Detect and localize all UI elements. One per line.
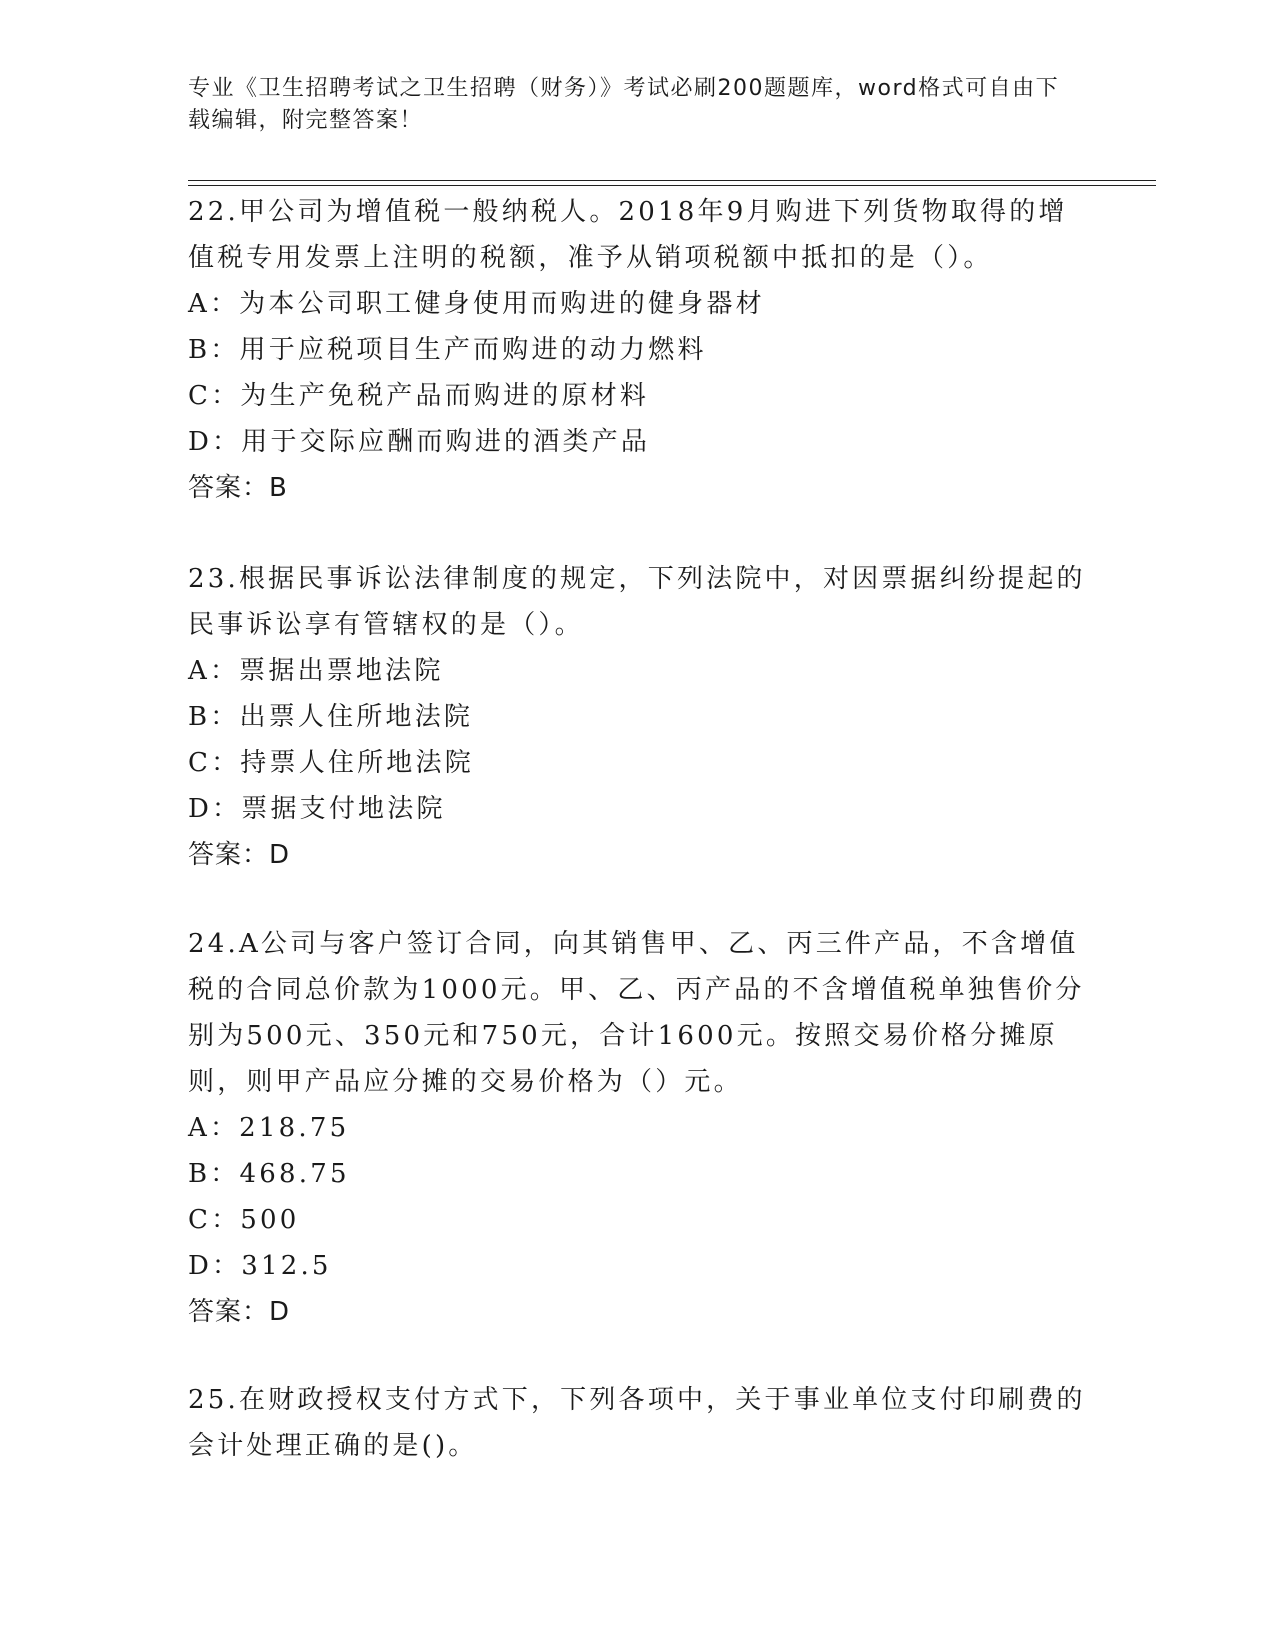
question-stem: 25.在财政授权支付方式下，下列各项中，关于事业单位支付印刷费的会计处理正确的是()。 xyxy=(188,1385,1086,1461)
header-divider-top xyxy=(188,180,1156,181)
option-c: C：为生产免税产品而购进的原材料 xyxy=(188,381,650,411)
document-header: 专业《卫生招聘考试之卫生招聘（财务）》考试必刷200题题库，word格式可自由下载编辑，附完整答案！ xyxy=(188,76,1060,133)
question-24 xyxy=(188,921,1088,1335)
option-c: C：500 xyxy=(188,1205,300,1235)
option-b: B：用于应税项目生产而购进的动力燃料 xyxy=(188,335,707,365)
option-d: D：票据支付地法院 xyxy=(188,794,446,824)
answer-line: 答案：D xyxy=(188,840,291,870)
answer-line: 答案：D xyxy=(188,1297,291,1327)
option-b: B：出票人住所地法院 xyxy=(188,702,474,732)
answer-line: 答案：B xyxy=(188,473,288,503)
option-b: B：468.75 xyxy=(188,1159,350,1189)
option-a: A：票据出票地法院 xyxy=(188,656,444,686)
question-22 xyxy=(188,189,1088,511)
question-stem: 23.根据民事诉讼法律制度的规定，下列法院中，对因票据纠纷提起的民事诉讼享有管辖权的是（）。 xyxy=(188,564,1086,640)
option-c: C：持票人住所地法院 xyxy=(188,748,474,778)
header-divider-bottom xyxy=(188,185,1156,186)
option-d: D：用于交际应酬而购进的酒类产品 xyxy=(188,427,651,457)
question-stem: 22.甲公司为增值税一般纳税人。2018年9月购进下列货物取得的增值税专用发票上注明的税额，准予从销项税额中抵扣的是（）。 xyxy=(188,197,1068,273)
question-25 xyxy=(188,1377,1088,1469)
option-a: A：为本公司职工健身使用而购进的健身器材 xyxy=(188,289,765,319)
question-23 xyxy=(188,556,1088,878)
question-stem: 24.A公司与客户签订合同，向其销售甲、乙、丙三件产品，不含增值税的合同总价款为1000元。甲、乙、丙产品的不含增值税单独售价分别为500元、350元和750元，合计1600元。按照交易价格分摊原则，则甲产品应分摊的交易价格为（）元。 xyxy=(188,929,1085,1097)
option-a: A：218.75 xyxy=(188,1113,350,1143)
option-d: D：312.5 xyxy=(188,1251,332,1281)
